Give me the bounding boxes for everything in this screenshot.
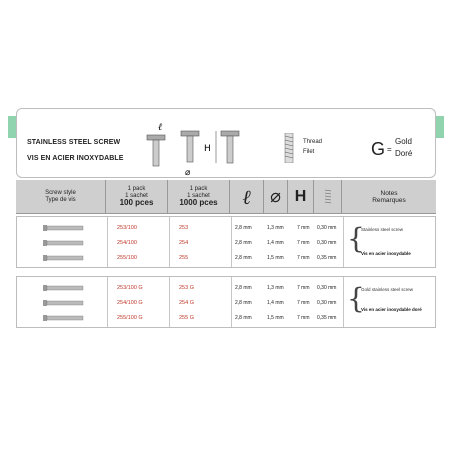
title-en: STAINLESS STEEL SCREW <box>27 139 121 146</box>
screw-image <box>43 299 85 307</box>
gold-code-fr: Doré <box>395 149 413 158</box>
note-fr: Vis en acier inoxydable doré <box>361 307 422 312</box>
gold-code-equals: = <box>387 145 392 154</box>
thread-value: 0,30 mm <box>317 225 337 231</box>
height-value: 7 mm <box>297 300 310 306</box>
screw-image <box>43 254 85 262</box>
length-value: 2,8 mm <box>235 300 252 306</box>
ref-100: 254/100 <box>117 240 137 246</box>
length-value: 2,8 mm <box>235 240 252 246</box>
table-row <box>17 235 437 251</box>
height-value: 7 mm <box>297 225 310 231</box>
gold-code-en: Gold <box>395 137 412 146</box>
thread-value: 0,30 mm <box>317 240 337 246</box>
diameter-value: 1,3 mm <box>267 285 284 291</box>
dim-l-label: ℓ <box>158 122 163 133</box>
height-value: 7 mm <box>297 285 310 291</box>
col-diameter: ⌀ <box>264 180 288 214</box>
note-en: Gold stainless steel screw <box>361 287 414 292</box>
dim-h-label: H <box>204 144 211 154</box>
diameter-value: 1,4 mm <box>267 300 284 306</box>
ref-100: 253/100 G <box>117 285 143 291</box>
gold-code-letter: G <box>371 139 386 159</box>
col-pack-100: 1 pack 1 sachet 100 pces <box>106 180 168 214</box>
col-height: H <box>288 180 314 214</box>
title-fr: VIS EN ACIER INOXYDABLE <box>27 155 124 162</box>
screw-image <box>43 314 85 322</box>
note-fr: Vis en acier inoxydable <box>361 251 411 256</box>
length-value: 2,8 mm <box>235 225 252 231</box>
thread-value: 0,30 mm <box>317 300 337 306</box>
thread-col-icon <box>325 188 331 206</box>
ref-1000: 254 G <box>179 300 194 306</box>
ref-1000: 255 G <box>179 315 194 321</box>
screw-image <box>43 224 85 232</box>
diameter-value: 1,5 mm <box>267 255 284 261</box>
ref-100: 255/100 G <box>117 315 143 321</box>
thread-value: 0,35 mm <box>317 315 337 321</box>
group-gold <box>16 276 436 328</box>
col-screw-style: Screw style Type de vis <box>16 180 106 214</box>
ref-1000: 253 <box>179 225 189 231</box>
product-header-card <box>16 108 436 178</box>
diameter-value: 1,5 mm <box>267 315 284 321</box>
ref-100: 254/100 G <box>117 300 143 306</box>
thread-label-en: Thread <box>303 139 323 145</box>
dim-diameter-label: ⌀ <box>185 168 191 177</box>
length-value: 2,8 mm <box>235 315 252 321</box>
height-value: 7 mm <box>297 315 310 321</box>
ref-1000: 254 <box>179 240 189 246</box>
table-header-row <box>16 180 436 214</box>
brace-icon: { <box>347 282 365 315</box>
thread-value: 0,35 mm <box>317 255 337 261</box>
thread-label-fr: Filet <box>303 149 315 155</box>
group-stainless <box>16 216 436 268</box>
table-row <box>17 310 437 326</box>
screw-diameter-diagram <box>175 121 205 177</box>
screw-image <box>43 284 85 292</box>
thread-value: 0,30 mm <box>317 285 337 291</box>
diameter-value: 1,3 mm <box>267 225 284 231</box>
ref-1000: 253 G <box>179 285 194 291</box>
ref-1000: 255 <box>179 255 189 261</box>
diameter-value: 1,4 mm <box>267 240 284 246</box>
ref-100: 255/100 <box>117 255 137 261</box>
col-pack-1000: 1 pack 1 sachet 1000 pces <box>168 180 230 214</box>
note-en: Stainless steel screw <box>361 227 404 232</box>
height-value: 7 mm <box>297 255 310 261</box>
col-length: ℓ <box>230 180 264 214</box>
brace-icon: { <box>347 222 365 255</box>
length-value: 2,8 mm <box>235 285 252 291</box>
screw-length-diagram <box>141 121 171 169</box>
height-value: 7 mm <box>297 240 310 246</box>
length-value: 2,8 mm <box>235 255 252 261</box>
ref-100: 253/100 <box>117 225 137 231</box>
thread-icon <box>283 133 295 163</box>
screw-image <box>43 239 85 247</box>
col-thread <box>314 180 342 214</box>
screw-height-diagram <box>203 121 243 169</box>
col-notes: Notes Remarques <box>372 189 406 204</box>
